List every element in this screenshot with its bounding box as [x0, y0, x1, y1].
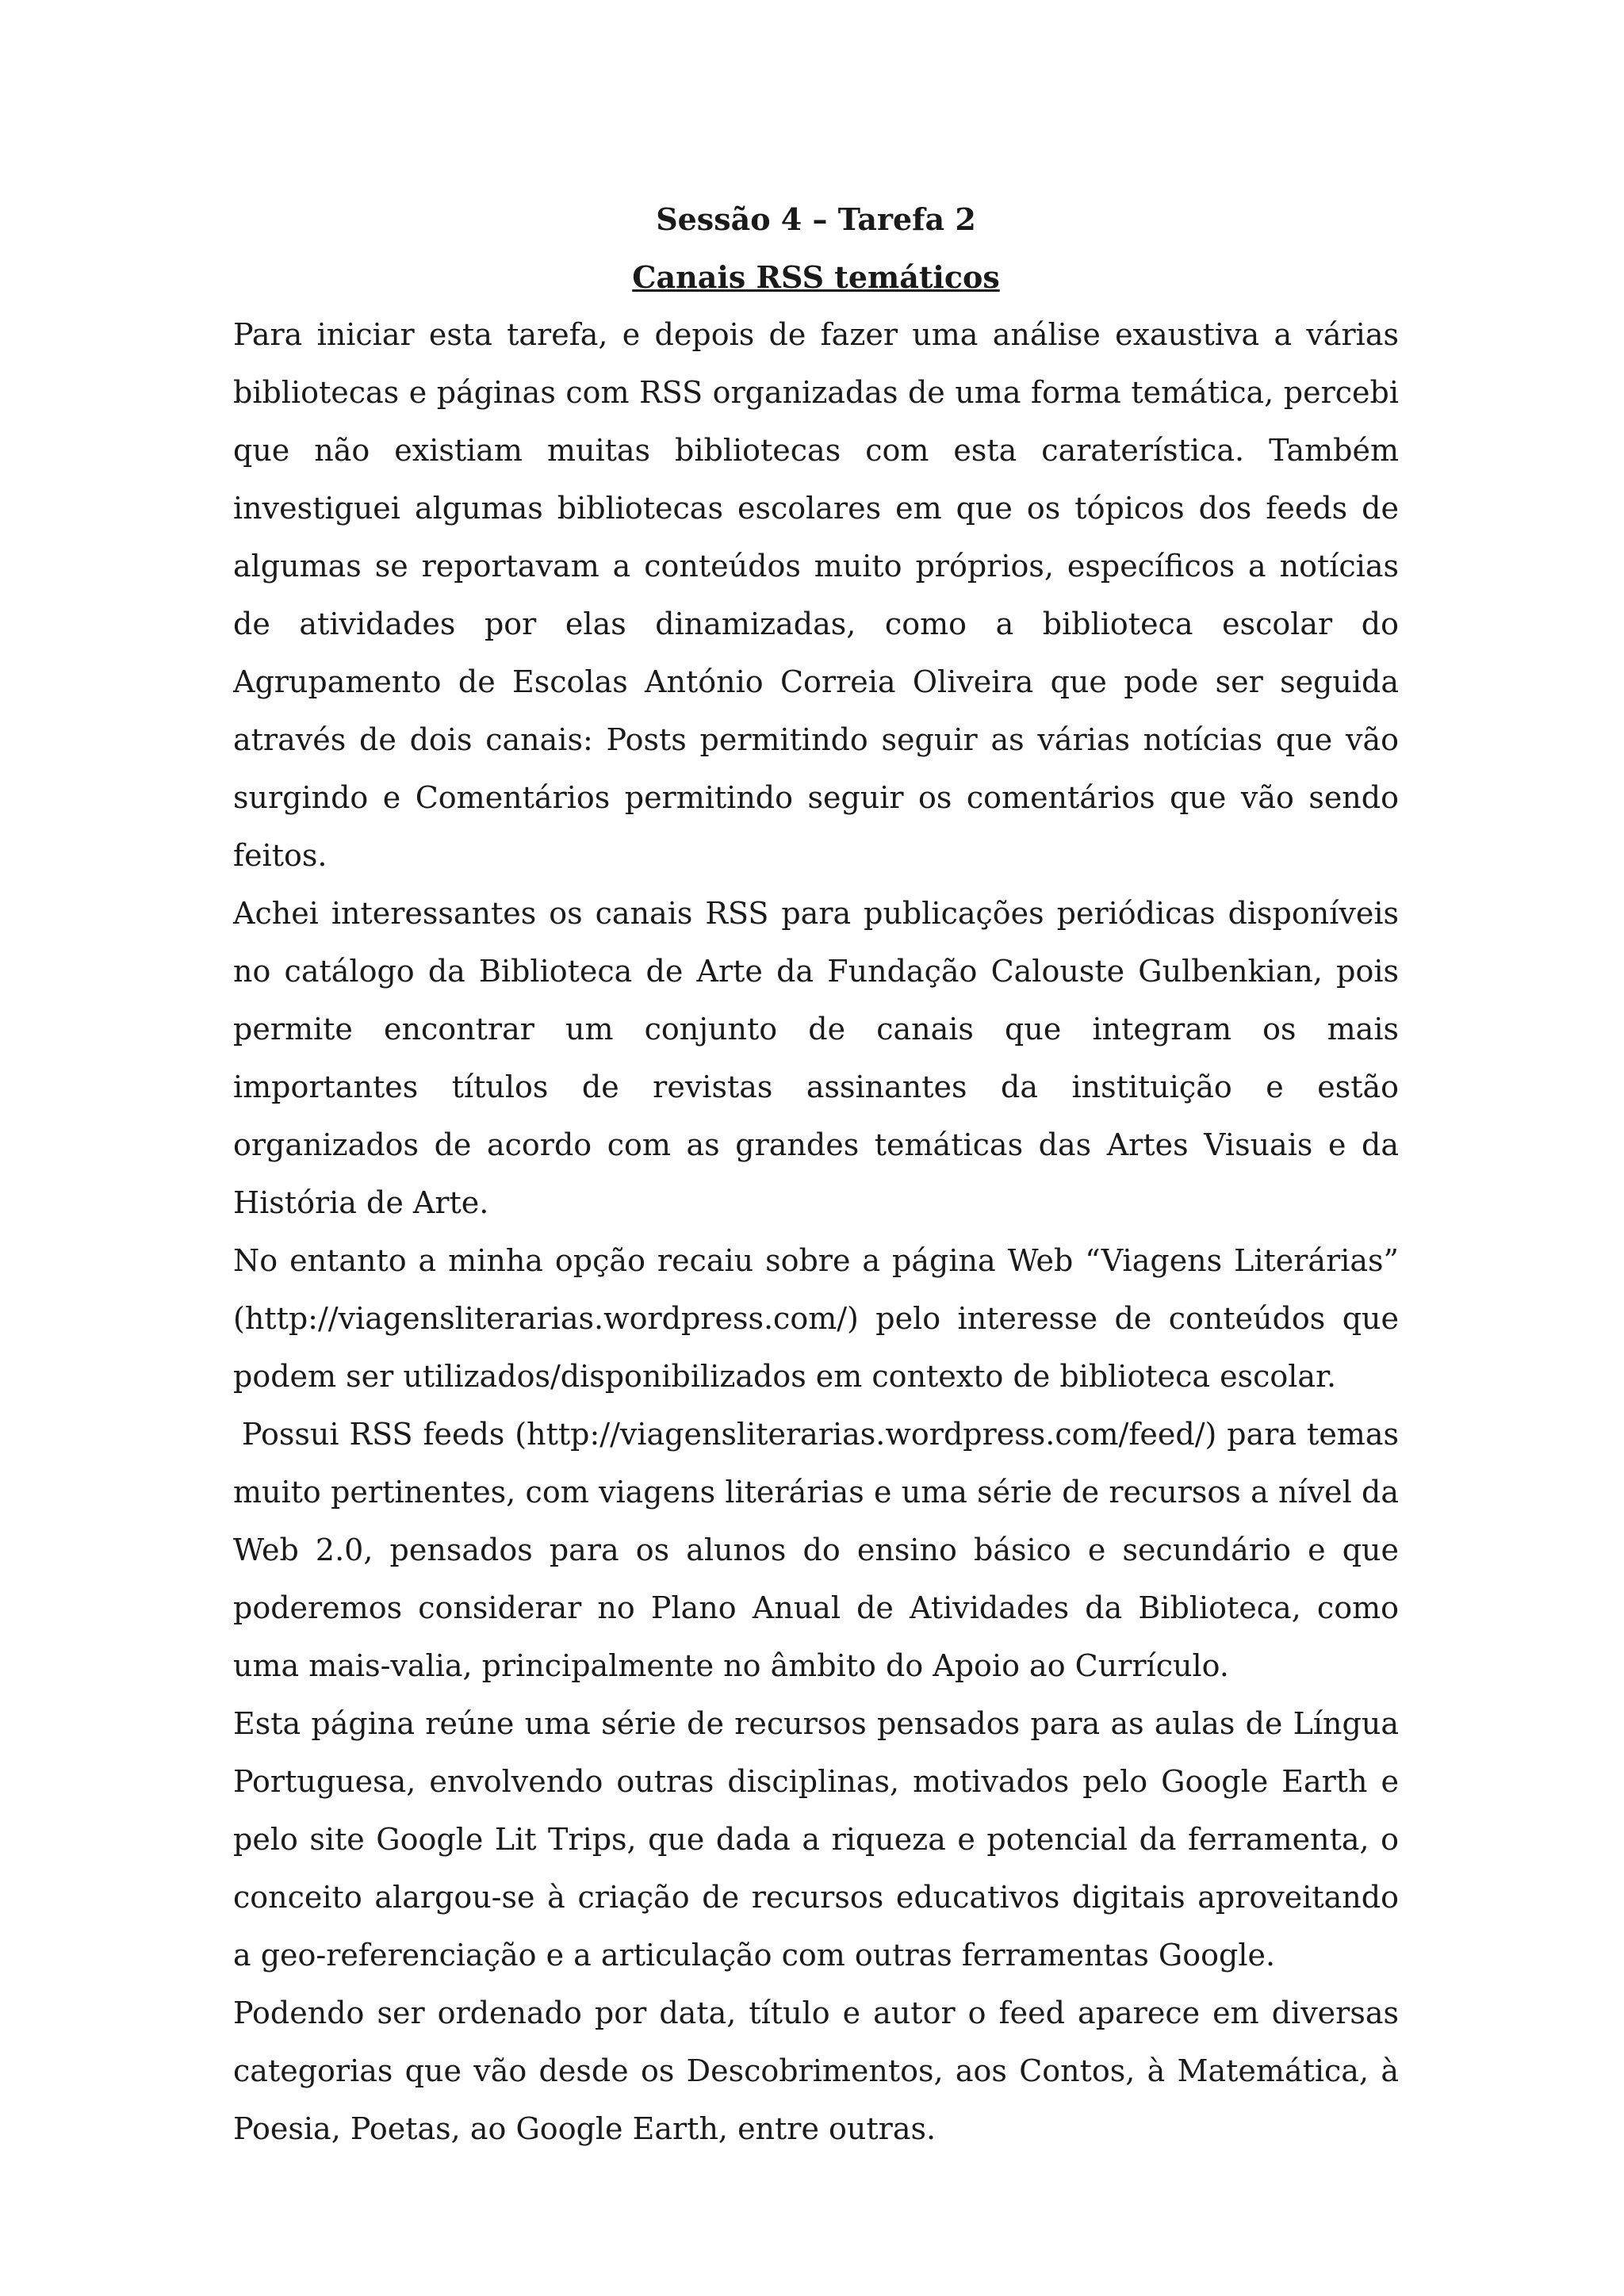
document-subtitle-text: Canais RSS temáticos — [632, 259, 1000, 295]
paragraph-recursos: Esta página reúne uma série de recursos pensados para as aulas de Língua Portuguesa, envolvendo outras disciplinas, motivados pelo Google Earth e pelo site Google Lit Trips, que dada a riqueza e potencial da ferramenta, o conceito alargou-se à criação de recursos educativos digitais aproveitando a geo-referenciação e a articulação com outras ferramentas Google. — [233, 1706, 1399, 1973]
document-title: Sessão 4 – Tarefa 2 — [656, 201, 976, 237]
paragraph-intro: Para iniciar esta tarefa, e depois de fazer uma análise exaustiva a várias bibliotecas e páginas com RSS organizadas de uma forma temática, percebi que não existiam muitas bibliotecas com esta caraterística. Também investiguei algumas bibliotecas escolares em que os tópicos dos feeds de algumas se reportavam a conteúdos muito próprios, específicos a notícias de atividades por elas dinamizadas, como a biblioteca escolar do Agrupamento de Escolas António Correia Oliveira que pode ser seguida através de dois canais: Posts permitindo seguir as várias notícias que vão surgindo e Comentários permitindo seguir os comentários que vão sendo feitos. — [233, 317, 1399, 873]
document-body — [233, 190, 1399, 2158]
paragraph-viagens-literarias: No entanto a minha opção recaiu sobre a página Web “Viagens Literárias” (http://viagensliterarias.wordpress.com/) pelo interesse de conteúdos que podem ser utilizados/disponibilizados em contexto de biblioteca escolar. — [233, 1243, 1399, 1394]
paragraph-categorias: Podendo ser ordenado por data, título e autor o feed aparece em diversas categorias que vão desde os Descobrimentos, aos Contos, à Matemática, à Poesia, Poetas, ao Google Earth, entre outras. — [233, 1996, 1399, 2146]
paragraph-gulbenkian: Achei interessantes os canais RSS para publicações periódicas disponíveis no catálogo da Biblioteca de Arte da Fundação Calouste Gulbenkian, pois permite encontrar um conjunto de canais que integram os mais importantes títulos de revistas assinantes da instituição e estão organizados de acordo com as grandes temáticas das Artes Visuais e da História de Arte. — [233, 896, 1399, 1220]
paragraph-rss-feeds: Possui RSS feeds (http://viagensliterarias.wordpress.com/feed/) para temas muito pertinentes, com viagens literárias e uma série de recursos a nível da Web 2.0, pensados para os alunos do ensino básico e secundário e que poderemos considerar no Plano Anual de Atividades da Biblioteca, como uma mais-valia, principalmente no âmbito do Apoio ao Currículo. — [233, 1417, 1399, 1683]
document-subtitle — [233, 248, 1399, 306]
